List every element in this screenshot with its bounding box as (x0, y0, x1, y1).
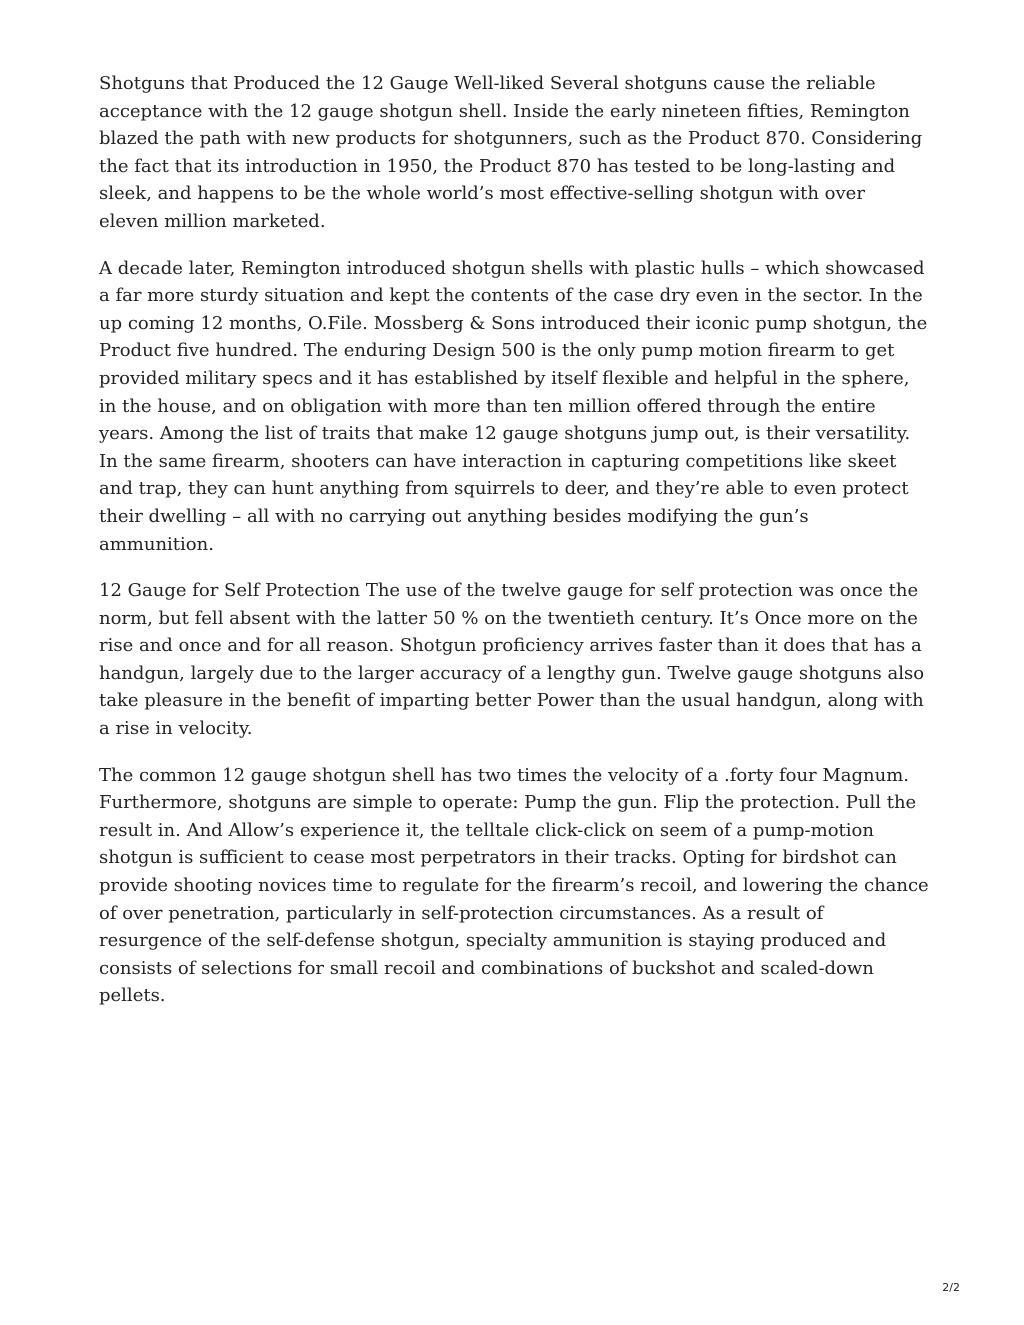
paragraph-2: A decade later, Remington introduced shotgun shells with plastic hulls – which showcased a far more sturdy situation and kept the contents of the case dry even in the sector. In the up coming 12 months, O.File. Mossberg & Sons introduced their iconic pump shotgun, the Product five hundred. The enduring Design 500 is the only pump motion firearm to get provided military specs and it has established by itself flexible and helpful in the sphere, in the house, and on obligation with more than ten million offered through the entire years. Among the list of traits that make 12 gauge shotguns jump out, is their versatility. In the same firearm, shooters can have interaction in capturing competitions like skeet and trap, they can hunt anything from squirrels to deer, and they’re able to even protect their dwelling – all with no carrying out anything besides modifying the gun’s ammunition. (99, 257, 928, 555)
paragraph-3: 12 Gauge for Self Protection The use of the twelve gauge for self protection was once the norm, but fell absent with the latter 50 % on the twentieth century. It’s Once more on the rise and once and for all reason. Shotgun proficiency arrives faster than it does that has a handgun, largely due to the larger accuracy of a lengthy gun. Twelve gauge shotguns also take pleasure in the benefit of imparting better Power than the usual handgun, along with a rise in velocity. (99, 580, 925, 740)
paragraph-1: Shotguns that Produced the 12 Gauge Well-liked Several shotguns cause the reliable acceptance with the 12 gauge shotgun shell. Inside the early nineteen fifties, Remington blazed the path with new products for shotgunners, such as the Product 870. Considering the fact that its introduction in 1950, the Product 870 has tested to be long-lasting and sleek, and happens to be the whole world’s most effective-selling shotgun with over eleven million marketed. (99, 73, 923, 232)
page-number: 2/2 (942, 1281, 960, 1294)
document-body (99, 70, 929, 1029)
paragraph-4: The common 12 gauge shotgun shell has two times the velocity of a .forty four Magnum. Furthermore, shotguns are simple to operate: Pump the gun. Flip the protection. Pull the result in. And Allow’s experience it, the telltale click-click on seem of a pump-motion shotgun is sufficient to cease most perpetrators in their tracks. Opting for birdshot can provide shooting novices time to regulate for the firearm’s recoil, and lowering the chance of over penetration, particularly in self-protection circumstances. As a result of resurgence of the self-defense shotgun, specialty ammunition is staying produced and consists of selections for small recoil and combinations of buckshot and scaled-down pellets. (99, 764, 929, 1007)
